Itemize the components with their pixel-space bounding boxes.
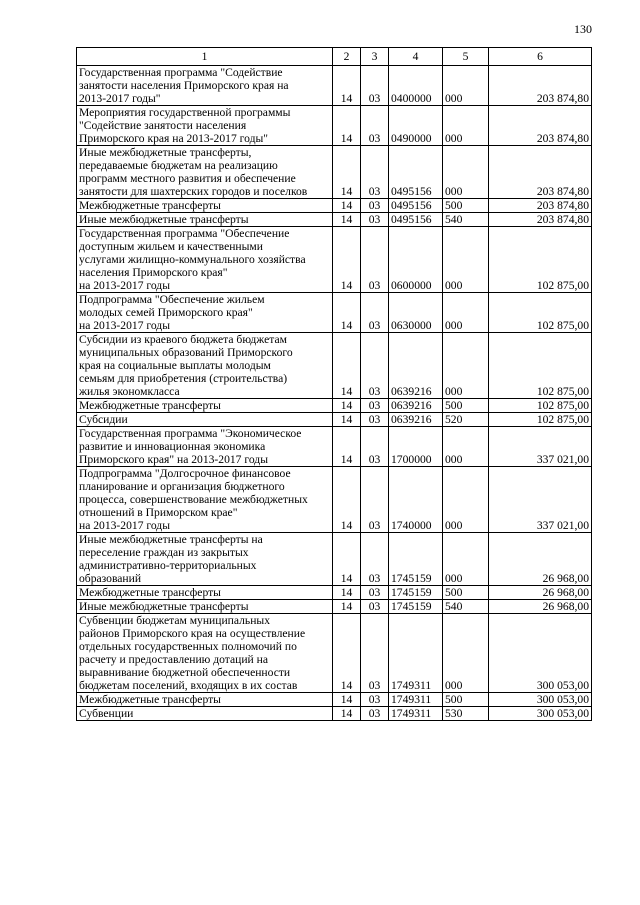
row-vr: 000 <box>443 467 489 533</box>
table-row <box>77 586 592 600</box>
budget-table <box>76 47 592 721</box>
row-razdel: 14 <box>333 600 361 614</box>
row-razdel: 14 <box>333 199 361 213</box>
row-podrazdel: 03 <box>361 413 389 427</box>
row-podrazdel: 03 <box>361 146 389 199</box>
table-row <box>77 293 592 333</box>
row-name: Подпрограмма "Обеспечение жильем молодых семей Приморского края" на 2013-2017 годы <box>77 293 333 333</box>
row-sum: 337 021,00 <box>489 427 592 467</box>
row-sum: 203 874,80 <box>489 213 592 227</box>
row-sum: 203 874,80 <box>489 146 592 199</box>
row-razdel: 14 <box>333 106 361 146</box>
row-csr: 0495156 <box>389 213 443 227</box>
row-vr: 000 <box>443 427 489 467</box>
row-podrazdel: 03 <box>361 693 389 707</box>
row-sum: 26 968,00 <box>489 586 592 600</box>
table-row <box>77 146 592 199</box>
row-podrazdel: 03 <box>361 707 389 721</box>
row-razdel: 14 <box>333 707 361 721</box>
row-vr: 000 <box>443 614 489 693</box>
row-razdel: 14 <box>333 293 361 333</box>
row-podrazdel: 03 <box>361 600 389 614</box>
row-sum: 337 021,00 <box>489 467 592 533</box>
row-csr: 0490000 <box>389 106 443 146</box>
header-col-3: 3 <box>361 48 389 66</box>
table-row <box>77 106 592 146</box>
row-podrazdel: 03 <box>361 227 389 293</box>
row-sum: 300 053,00 <box>489 707 592 721</box>
row-podrazdel: 03 <box>361 213 389 227</box>
row-podrazdel: 03 <box>361 66 389 106</box>
row-podrazdel: 03 <box>361 586 389 600</box>
row-sum: 203 874,80 <box>489 199 592 213</box>
row-vr: 000 <box>443 66 489 106</box>
row-vr: 540 <box>443 213 489 227</box>
row-razdel: 14 <box>333 533 361 586</box>
row-razdel: 14 <box>333 693 361 707</box>
table-row <box>77 399 592 413</box>
row-sum: 203 874,80 <box>489 106 592 146</box>
row-csr: 0639216 <box>389 399 443 413</box>
row-vr: 000 <box>443 227 489 293</box>
row-name: Подпрограмма "Долгосрочное финансовое планирование и организация бюджетного процесса, совершенствование межбюджетных отношений в Приморском крае" на 2013-2017 годы <box>77 467 333 533</box>
table-row <box>77 333 592 399</box>
row-razdel: 14 <box>333 614 361 693</box>
row-sum: 102 875,00 <box>489 333 592 399</box>
header-col-4: 4 <box>389 48 443 66</box>
row-podrazdel: 03 <box>361 427 389 467</box>
row-csr: 1749311 <box>389 693 443 707</box>
header-col-1: 1 <box>77 48 333 66</box>
row-csr: 1745159 <box>389 533 443 586</box>
row-csr: 0639216 <box>389 413 443 427</box>
header-row <box>77 48 592 66</box>
row-csr: 1745159 <box>389 586 443 600</box>
table-row <box>77 600 592 614</box>
table-row <box>77 227 592 293</box>
row-name: Иные межбюджетные трансферты <box>77 213 333 227</box>
row-sum: 102 875,00 <box>489 293 592 333</box>
row-vr: 500 <box>443 693 489 707</box>
row-csr: 1749311 <box>389 614 443 693</box>
table-row <box>77 533 592 586</box>
row-razdel: 14 <box>333 427 361 467</box>
row-razdel: 14 <box>333 399 361 413</box>
row-sum: 102 875,00 <box>489 413 592 427</box>
row-csr: 1700000 <box>389 427 443 467</box>
row-name: Субвенции бюджетам муниципальных районов Приморского края на осуществление отдельных государственных полномочий по расчету и предоставлению дотаций на выравнивание бюджетной обеспеченности бюджетам поселений, входящих в их состав <box>77 614 333 693</box>
table-row <box>77 66 592 106</box>
row-name: Государственная программа "Экономическое развитие и инновационная экономика Приморского края" на 2013-2017 годы <box>77 427 333 467</box>
row-vr: 000 <box>443 333 489 399</box>
row-vr: 520 <box>443 413 489 427</box>
row-vr: 000 <box>443 293 489 333</box>
header-col-2: 2 <box>333 48 361 66</box>
row-name: Межбюджетные трансферты <box>77 586 333 600</box>
row-podrazdel: 03 <box>361 293 389 333</box>
page-number: 130 <box>574 22 592 36</box>
row-sum: 26 968,00 <box>489 533 592 586</box>
row-name: Государственная программа "Содействие занятости населения Приморского края на 2013-2017 годы" <box>77 66 333 106</box>
table-row <box>77 427 592 467</box>
row-vr: 000 <box>443 146 489 199</box>
row-name: Мероприятия государственной программы "Содействие занятости населения Приморского края на 2013-2017 годы" <box>77 106 333 146</box>
row-csr: 0630000 <box>389 293 443 333</box>
table-row <box>77 413 592 427</box>
row-csr: 1740000 <box>389 467 443 533</box>
row-sum: 26 968,00 <box>489 600 592 614</box>
row-vr: 000 <box>443 533 489 586</box>
row-vr: 500 <box>443 399 489 413</box>
table-row <box>77 707 592 721</box>
row-vr: 500 <box>443 586 489 600</box>
row-vr: 000 <box>443 106 489 146</box>
table-header <box>77 48 592 66</box>
table-row <box>77 199 592 213</box>
row-razdel: 14 <box>333 66 361 106</box>
row-razdel: 14 <box>333 586 361 600</box>
row-vr: 530 <box>443 707 489 721</box>
row-razdel: 14 <box>333 146 361 199</box>
row-csr: 0495156 <box>389 199 443 213</box>
table-row <box>77 614 592 693</box>
row-csr: 0400000 <box>389 66 443 106</box>
row-sum: 300 053,00 <box>489 693 592 707</box>
row-name: Иные межбюджетные трансферты на переселение граждан из закрытых административно-территориальных образований <box>77 533 333 586</box>
row-name: Межбюджетные трансферты <box>77 199 333 213</box>
header-col-6: 6 <box>489 48 592 66</box>
row-sum: 102 875,00 <box>489 399 592 413</box>
row-razdel: 14 <box>333 467 361 533</box>
row-sum: 203 874,80 <box>489 66 592 106</box>
row-csr: 1749311 <box>389 707 443 721</box>
row-podrazdel: 03 <box>361 467 389 533</box>
row-razdel: 14 <box>333 213 361 227</box>
row-csr: 1745159 <box>389 600 443 614</box>
row-name: Иные межбюджетные трансферты <box>77 600 333 614</box>
row-vr: 540 <box>443 600 489 614</box>
row-csr: 0639216 <box>389 333 443 399</box>
row-name: Межбюджетные трансферты <box>77 693 333 707</box>
row-name: Субвенции <box>77 707 333 721</box>
table-row <box>77 467 592 533</box>
row-name: Межбюджетные трансферты <box>77 399 333 413</box>
row-podrazdel: 03 <box>361 399 389 413</box>
row-podrazdel: 03 <box>361 106 389 146</box>
row-razdel: 14 <box>333 413 361 427</box>
table-body <box>77 66 592 721</box>
row-podrazdel: 03 <box>361 614 389 693</box>
row-razdel: 14 <box>333 227 361 293</box>
row-podrazdel: 03 <box>361 199 389 213</box>
row-csr: 0600000 <box>389 227 443 293</box>
row-csr: 0495156 <box>389 146 443 199</box>
row-name: Государственная программа "Обеспечение доступным жильем и качественными услугами жилищно-коммунального хозяйства населения Приморского края" на 2013-2017 годы <box>77 227 333 293</box>
row-vr: 500 <box>443 199 489 213</box>
row-name: Субсидии <box>77 413 333 427</box>
row-razdel: 14 <box>333 333 361 399</box>
row-podrazdel: 03 <box>361 333 389 399</box>
row-name: Иные межбюджетные трансферты, передаваемые бюджетам на реализацию программ местного развития и обеспечение занятости для шахтерских городов и поселков <box>77 146 333 199</box>
row-podrazdel: 03 <box>361 533 389 586</box>
row-sum: 300 053,00 <box>489 614 592 693</box>
table-row <box>77 693 592 707</box>
header-col-5: 5 <box>443 48 489 66</box>
row-sum: 102 875,00 <box>489 227 592 293</box>
table-row <box>77 213 592 227</box>
row-name: Субсидии из краевого бюджета бюджетам муниципальных образований Приморского края на социальные выплаты молодым семьям для приобретения (строительства) жилья экономкласса <box>77 333 333 399</box>
